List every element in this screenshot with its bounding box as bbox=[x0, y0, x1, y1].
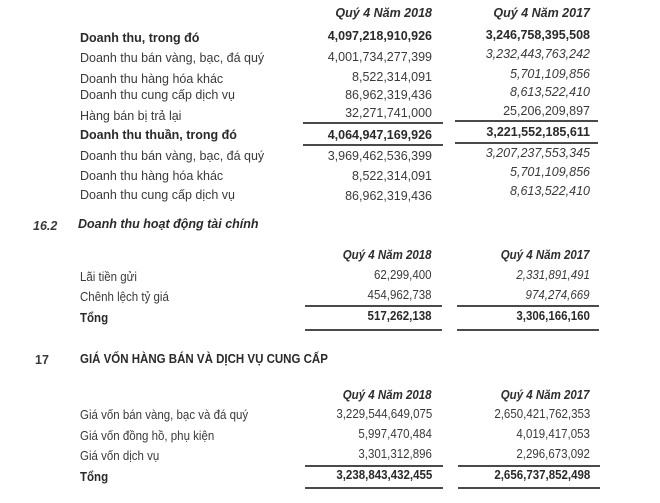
value-2017: 5,701,109,856 bbox=[510, 165, 590, 179]
row-label: Doanh thu hàng hóa khác bbox=[80, 72, 224, 86]
value-2017: 2,650,421,762,353 bbox=[494, 407, 590, 421]
row-label: Giá vốn bán vàng, bạc và đá quý bbox=[80, 408, 249, 422]
row-label: Giá vốn đồng hồ, phụ kiện bbox=[80, 429, 215, 443]
value-2018: 3,301,312,896 bbox=[358, 447, 432, 461]
column-header-2018: Quý 4 Năm 2018 bbox=[335, 6, 432, 20]
value-2017: 5,701,109,856 bbox=[510, 67, 590, 81]
value-2018: 3,229,544,649,075 bbox=[336, 407, 432, 421]
value-2017: 2,331,891,491 bbox=[516, 268, 590, 282]
section-number: 16.2 bbox=[33, 219, 58, 233]
row-label: Lãi tiền gửi bbox=[80, 270, 137, 284]
column-header-2017: Quý 4 Năm 2017 bbox=[501, 388, 590, 402]
row-label: Giá vốn dịch vụ bbox=[80, 449, 160, 463]
subtotal-rule-2017 bbox=[457, 305, 599, 307]
total-rule-2018 bbox=[305, 329, 442, 331]
total-rule-2018 bbox=[303, 144, 443, 146]
value-2018: 3,238,843,432,455 bbox=[336, 468, 432, 482]
value-2017: 8,613,522,410 bbox=[510, 184, 590, 198]
row-label: Doanh thu hàng hóa khác bbox=[80, 169, 224, 183]
value-2017: 2,296,673,092 bbox=[516, 447, 590, 461]
value-2017: 2,656,737,852,498 bbox=[494, 468, 590, 482]
row-label: Doanh thu thuần, trong đó bbox=[80, 128, 237, 142]
subtotal-rule-2018 bbox=[303, 122, 443, 124]
subtotal-rule-2017 bbox=[455, 120, 598, 122]
value-2017: 8,613,522,410 bbox=[510, 85, 590, 99]
row-label: Tổng bbox=[80, 470, 109, 484]
column-header-2017: Quý 4 Năm 2017 bbox=[501, 248, 590, 262]
value-2017: 3,221,552,185,611 bbox=[486, 125, 590, 139]
value-2018: 4,064,947,169,926 bbox=[327, 128, 432, 142]
subtotal-rule-2018 bbox=[305, 305, 442, 307]
total-rule-2018 bbox=[305, 487, 443, 489]
value-2017: 3,232,443,763,242 bbox=[485, 47, 590, 61]
row-label: Doanh thu cung cấp dịch vụ bbox=[80, 188, 235, 202]
row-label: Doanh thu bán vàng, bạc, đá quý bbox=[80, 149, 265, 163]
total-rule-2017 bbox=[455, 142, 598, 144]
value-2018: 3,969,462,536,399 bbox=[327, 149, 432, 163]
row-label: Doanh thu cung cấp dịch vụ bbox=[80, 88, 235, 102]
subtotal-rule-2018 bbox=[305, 465, 443, 467]
subtotal-rule-2017 bbox=[458, 465, 600, 467]
value-2017: 974,274,669 bbox=[526, 288, 590, 302]
total-rule-2017 bbox=[458, 487, 600, 489]
value-2018: 4,001,734,277,399 bbox=[327, 50, 432, 64]
value-2018: 5,997,470,484 bbox=[358, 427, 432, 441]
row-label: Doanh thu bán vàng, bạc, đá quý bbox=[80, 51, 265, 65]
value-2017: 3,207,237,553,345 bbox=[485, 146, 590, 160]
row-label: Tổng bbox=[80, 311, 109, 325]
value-2017: 3,246,758,395,508 bbox=[485, 28, 590, 42]
row-label: Chênh lệch tỷ giá bbox=[80, 290, 169, 304]
value-2018: 8,522,314,091 bbox=[352, 70, 432, 84]
section-title: Doanh thu hoạt động tài chính bbox=[78, 217, 259, 231]
value-2018: 4,097,218,910,926 bbox=[327, 29, 432, 43]
value-2017: 25,206,209,897 bbox=[503, 104, 590, 118]
value-2018: 32,271,741,000 bbox=[345, 106, 432, 120]
total-rule-2017 bbox=[457, 329, 599, 331]
value-2018: 454,962,738 bbox=[368, 288, 432, 302]
row-label: Hàng bán bị trả lại bbox=[80, 109, 182, 123]
row-label: Doanh thu, trong đó bbox=[80, 31, 200, 45]
value-2017: 4,019,417,053 bbox=[516, 427, 590, 441]
value-2017: 3,306,166,160 bbox=[516, 309, 590, 323]
value-2018: 517,262,138 bbox=[368, 309, 432, 323]
value-2018: 86,962,319,436 bbox=[345, 189, 432, 203]
section-title: GIÁ VỐN HÀNG BÁN VÀ DỊCH VỤ CUNG CẤP bbox=[80, 352, 328, 366]
column-header-2018: Quý 4 Năm 2018 bbox=[343, 388, 432, 402]
value-2018: 86,962,319,436 bbox=[345, 88, 432, 102]
value-2018: 62,299,400 bbox=[374, 268, 432, 282]
section-number: 17 bbox=[35, 353, 49, 367]
column-header-2017: Quý 4 Năm 2017 bbox=[493, 6, 590, 20]
column-header-2018: Quý 4 Năm 2018 bbox=[343, 248, 432, 262]
value-2018: 8,522,314,091 bbox=[352, 169, 432, 183]
